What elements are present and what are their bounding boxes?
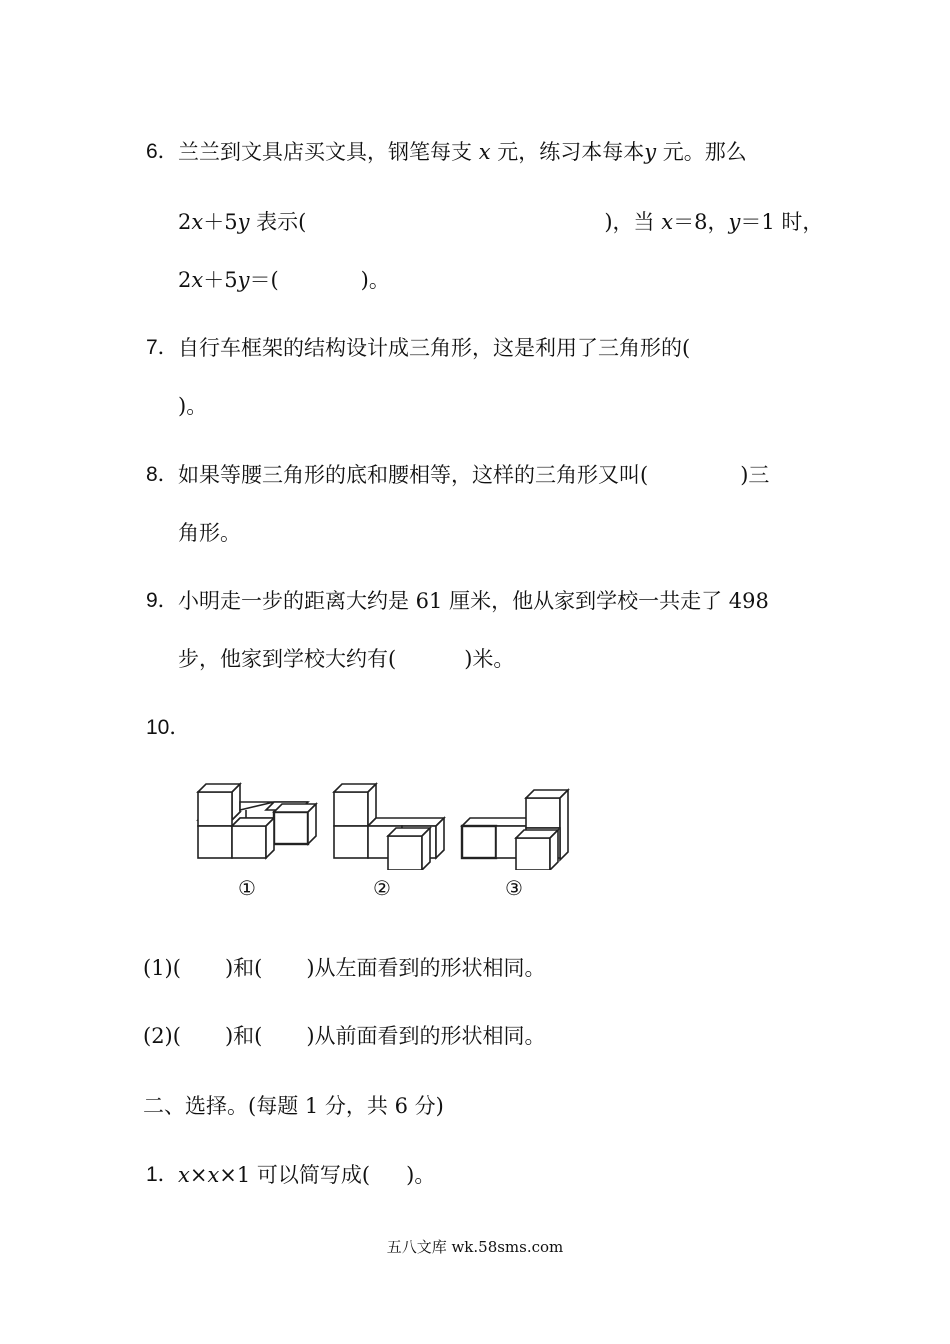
- s1-number: 1．: [146, 1163, 179, 1186]
- cube-figures: [190, 780, 590, 870]
- q8-line-1: 如果等腰三角形的底和腰相等，这样的三角形又叫( )三: [178, 463, 770, 487]
- q10-sub-2: (2)( )和( )从前面看到的形状相同。: [143, 1024, 546, 1048]
- figure-3: [462, 790, 568, 870]
- figure-1-label: ①: [238, 876, 256, 900]
- q7-number: 7．: [146, 336, 179, 359]
- s1-question: x×x×1 可以简写成( )。: [178, 1163, 436, 1187]
- q10-sub-1: (1)( )和( )从左面看到的形状相同。: [143, 956, 546, 980]
- q6-line-2: 2x＋5y 表示( )，当 x＝8，y＝1 时，: [178, 210, 824, 234]
- figure-3-label: ③: [505, 876, 523, 900]
- footer-watermark: 五八文库 wk.58sms.com: [386, 1238, 564, 1256]
- section-2-title: 二、选择。(每题 1 分，共 6 分): [143, 1094, 444, 1118]
- q6-line-3: 2x＋5y＝( )。: [178, 268, 390, 292]
- q7-line-1: 自行车框架的结构设计成三角形，这是利用了三角形的(: [178, 336, 691, 360]
- figure-1: [198, 784, 316, 858]
- q9-line-1: 小明走一步的距离大约是 61 厘米，他从家到学校一共走了 498: [178, 589, 769, 613]
- q9-line-2: 步，他家到学校大约有( )米。: [178, 647, 515, 671]
- figure-2: [334, 784, 444, 870]
- q7-line-2: )。: [178, 394, 208, 418]
- q8-line-2: 角形。: [178, 521, 241, 545]
- q9-number: 9．: [146, 589, 179, 612]
- q6-number: 6．: [146, 140, 179, 163]
- figure-2-label: ②: [373, 876, 391, 900]
- q6-line-1: 兰兰到文具店买文具，钢笔每支 x 元，练习本每本y 元。那么: [178, 140, 747, 164]
- q8-number: 8．: [146, 463, 179, 486]
- q10-number: 10．: [146, 716, 191, 739]
